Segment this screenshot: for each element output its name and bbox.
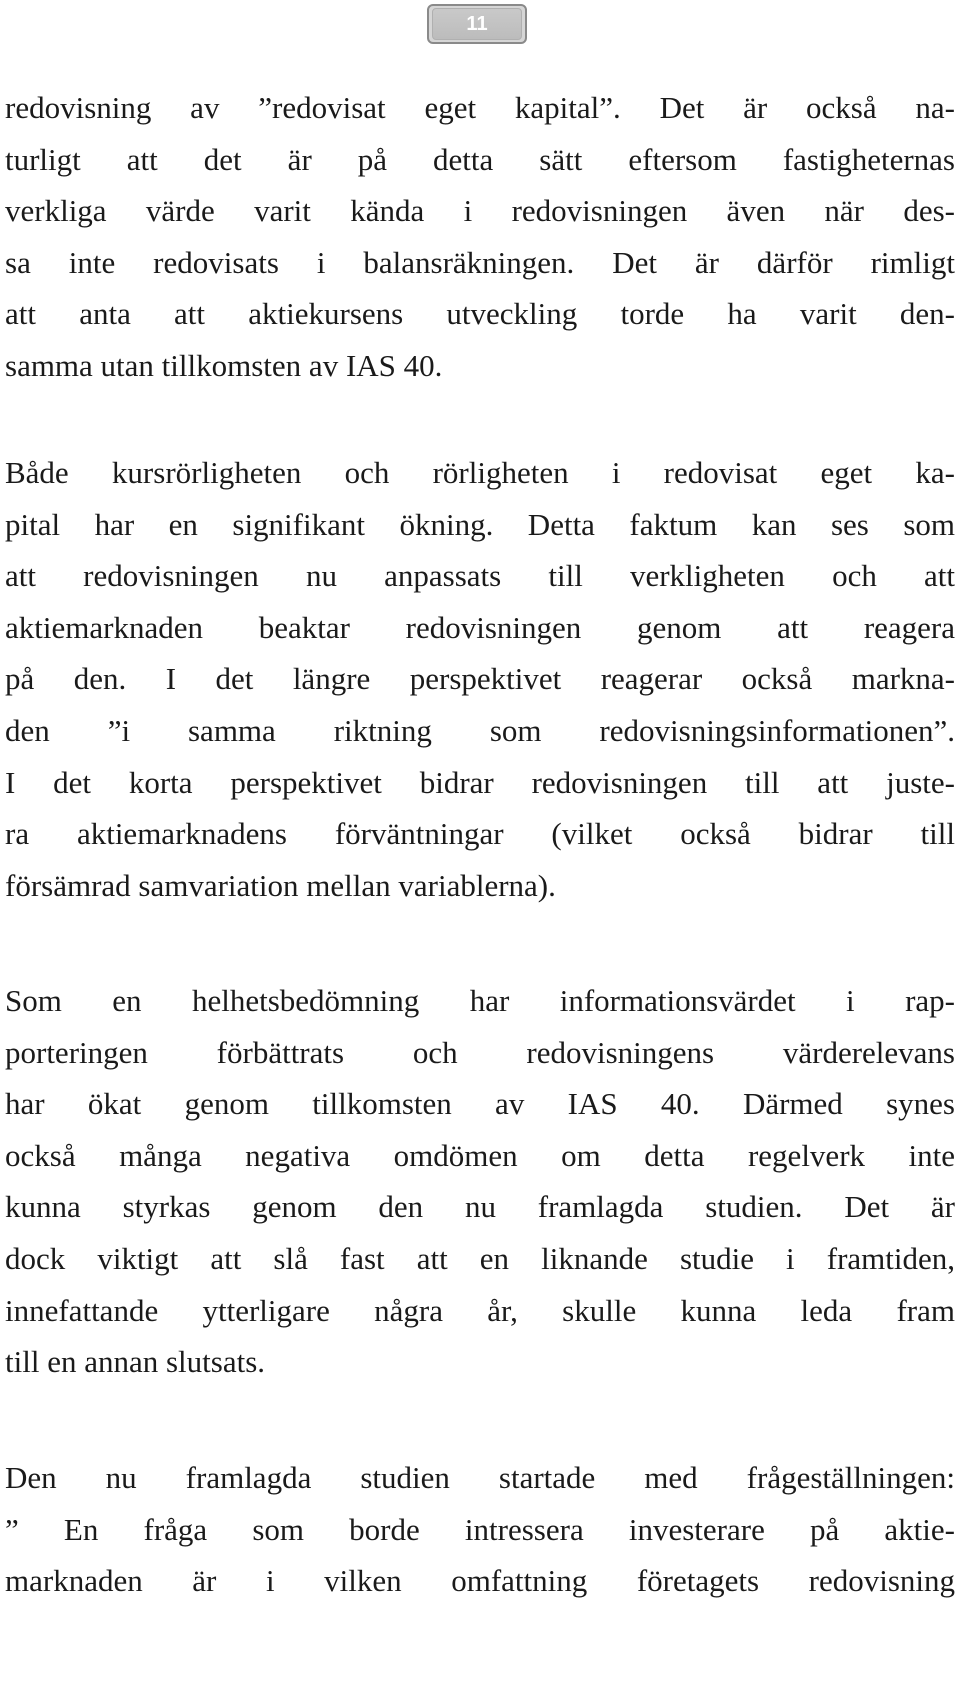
text-line: ” En fråga som borde intressera investerare på aktie- [5, 1511, 955, 1547]
text-line: innefattande ytterligare några år, skulle kunna leda fram [5, 1292, 955, 1328]
text-line: Både kursrörligheten och rörligheten i redovisat eget ka- [5, 455, 955, 490]
text-line: på den. I det längre perspektivet reagerar också markna- [5, 661, 955, 697]
text-line: aktiemarknaden beaktar redovisningen genom att reagera [5, 609, 955, 645]
text-line: den ”i samma riktning som redovisningsinformationen”. [5, 712, 955, 748]
text-line: marknaden är i vilken omfattning företagets redovisning [5, 1563, 955, 1599]
text-line: kunna styrkas genom den nu framlagda studien. Det är [5, 1189, 955, 1225]
paragraph-4 [5, 1452, 955, 1607]
text-line: porteringen förbättrats och redovisningens värderelevans [5, 1034, 955, 1070]
page-number: 11 [432, 8, 522, 40]
paragraph-3 [5, 975, 955, 1388]
text-line: Den nu framlagda studien startade med frågeställningen: [5, 1460, 955, 1495]
text-line: samma utan tillkomsten av IAS 40. [5, 347, 443, 383]
text-line: har ökat genom tillkomsten av IAS 40. Därmed synes [5, 1086, 955, 1122]
text-line: också många negativa omdömen om detta regelverk inte [5, 1137, 955, 1173]
text-line: ra aktiemarknadens förväntningar (vilket också bidrar till [5, 816, 955, 852]
text-line: försämrad samvariation mellan variablerna). [5, 867, 556, 903]
text-line: till en annan slutsats. [5, 1344, 266, 1380]
text-line: dock viktigt att slå fast att en liknande studie i framtiden, [5, 1240, 955, 1276]
text-line: verkliga värde varit kända i redovisningen även när des- [5, 193, 955, 229]
text-line: att anta att aktiekursens utveckling torde ha varit den- [5, 296, 955, 332]
paragraph-1 [5, 82, 955, 392]
paragraph-2 [5, 447, 955, 911]
text-line: I det korta perspektivet bidrar redovisningen till att juste- [5, 764, 955, 800]
text-line: turligt att det är på detta sätt eftersom fastigheternas [5, 141, 955, 177]
text-line: redovisning av ”redovisat eget kapital”. Det är också na- [5, 90, 955, 125]
page-number-badge [427, 4, 527, 44]
text-line: sa inte redovisats i balansräkningen. Det är därför rimligt [5, 244, 955, 280]
text-line: pital har en signifikant ökning. Detta faktum kan ses som [5, 506, 955, 542]
text-line: Som en helhetsbedömning har informationsvärdet i rap- [5, 983, 955, 1018]
text-line: att redovisningen nu anpassats till verkligheten och att [5, 558, 955, 594]
